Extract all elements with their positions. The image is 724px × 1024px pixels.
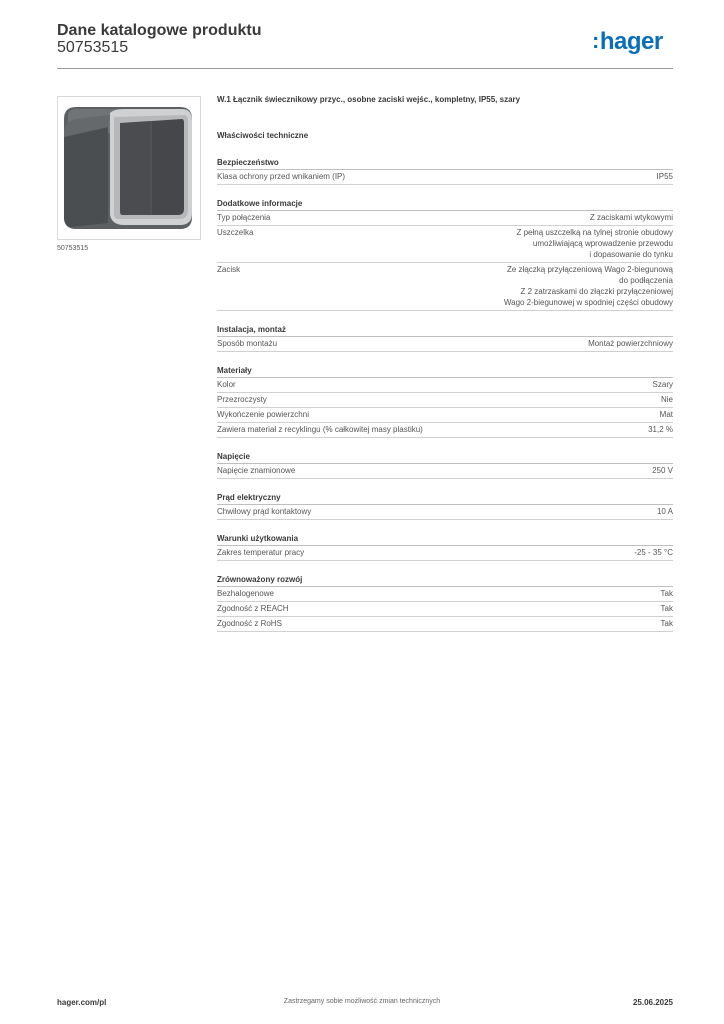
spec-label: Zgodność z RoHS (217, 619, 282, 628)
logo-text: hager (599, 28, 663, 55)
section-title: Zrównoważony rozwój (217, 574, 673, 587)
spec-row (217, 211, 673, 226)
spec-value (253, 227, 673, 260)
product-image (57, 96, 201, 240)
spec-value (345, 171, 673, 182)
section-title: Napięcie (217, 451, 673, 464)
spec-label: Sposób montażu (217, 339, 278, 348)
spec-value (277, 338, 673, 349)
spec-sections (217, 157, 673, 632)
spec-value-line: umożliwiającą wprowadzenie przewodu (532, 239, 673, 248)
spec-value (423, 424, 673, 435)
section-title: Warunki użytkowania (217, 533, 673, 546)
spec-label: Chwilowy prąd kontaktowy (217, 507, 312, 516)
product-description: W.1 Łącznik świecznikowy przyc., osobne zaciski wejśc., kompletny, IP55, szary (217, 95, 521, 104)
section-title: Prąd elektryczny (217, 492, 673, 505)
footer-disclaimer: Zastrzegamy sobie możliwość zmian technicznych (283, 998, 441, 1005)
spec-value-line: -25 - 35 °C (634, 548, 673, 557)
spec-row (217, 617, 673, 632)
spec-row (217, 464, 673, 479)
spec-value-line: Z zaciskami wtykowymi (589, 213, 673, 222)
spec-label: Typ połączenia (217, 213, 271, 222)
spec-value-line: Tak (660, 604, 673, 613)
spec-value (309, 409, 673, 420)
spec-label: Zawiera materiał z recyklingu (% całkowitej masy plastiku) (217, 425, 423, 434)
logo-colon: : (592, 28, 599, 53)
spec-value (289, 603, 673, 614)
image-caption: 50753515 (57, 245, 89, 252)
footer-date: 25.06.2025 (632, 998, 673, 1007)
spec-value (282, 618, 673, 629)
spec-row (217, 378, 673, 393)
spec-label: Zgodność z REACH (217, 604, 289, 613)
spec-label: Klasa ochrony przed wnikaniem (IP) (217, 172, 346, 181)
spec-label: Przezroczysty (217, 395, 267, 404)
spec-value (240, 264, 673, 308)
spec-row (217, 423, 673, 438)
spec-value-line: 31,2 % (648, 425, 673, 434)
switch-product-illustration (58, 97, 200, 239)
spec-value-line: Nie (660, 395, 673, 404)
spec-value-line: Tak (660, 589, 673, 598)
spec-value-line: do podłączenia (619, 276, 673, 285)
section-title: Materiały (217, 365, 673, 378)
section-title: Dodatkowe informacje (217, 198, 673, 211)
spec-label: Napięcie znamionowe (217, 466, 296, 475)
spec-row (217, 602, 673, 617)
spec-row (217, 337, 673, 352)
hager-logo (592, 28, 663, 56)
spec-label: Wykończenie powierzchni (217, 410, 309, 419)
spec-label: Kolor (217, 380, 236, 389)
spec-row (217, 263, 673, 311)
spec-value-line: Z pełną uszczelką na tylnej stronie obudowy (516, 228, 673, 237)
technical-properties-heading: Właściwości techniczne (217, 131, 309, 140)
spec-label: Zakres temperatur pracy (217, 548, 305, 557)
spec-value-line: Szary (652, 380, 673, 389)
spec-label: Uszczelka (217, 228, 254, 237)
spec-value-line: 250 V (652, 466, 673, 475)
spec-row (217, 226, 673, 263)
spec-row (217, 170, 673, 185)
spec-value-line: 10 A (656, 507, 673, 516)
spec-value (295, 465, 673, 476)
spec-row (217, 546, 673, 561)
header-divider (57, 68, 673, 69)
spec-value (311, 506, 673, 517)
spec-row (217, 408, 673, 423)
spec-value-line: Wago 2-biegunowej w spodniej części obudowy (503, 298, 673, 307)
spec-value (270, 212, 673, 223)
spec-value (267, 394, 673, 405)
product-details (217, 94, 673, 632)
spec-value (236, 379, 673, 390)
spec-value-line: Ze złączką przyłączeniową Wago 2-biegunową (506, 265, 673, 274)
page-title: Dane katalogowe produktu (57, 22, 262, 39)
spec-value-line: Z 2 zatrzaskami do złączki przyłączeniowej (520, 287, 673, 296)
product-code: 50753515 (57, 39, 129, 56)
spec-value-line: Tak (660, 619, 673, 628)
spec-label: Bezhalogenowe (217, 589, 274, 598)
spec-value (304, 547, 673, 558)
section-title: Instalacja, montaż (217, 324, 673, 337)
spec-label: Zacisk (217, 265, 241, 274)
spec-row (217, 393, 673, 408)
footer-website: hager.com/pl (57, 998, 107, 1007)
section-title: Bezpieczeństwo (217, 157, 673, 170)
spec-value (274, 588, 673, 599)
spec-value-line: Montaż powierzchniowy (588, 339, 673, 348)
spec-row (217, 587, 673, 602)
spec-row (217, 505, 673, 520)
spec-value-line: i dopasowanie do tynku (589, 250, 673, 259)
spec-value-line: IP55 (656, 172, 673, 181)
spec-value-line: Mat (659, 410, 673, 419)
